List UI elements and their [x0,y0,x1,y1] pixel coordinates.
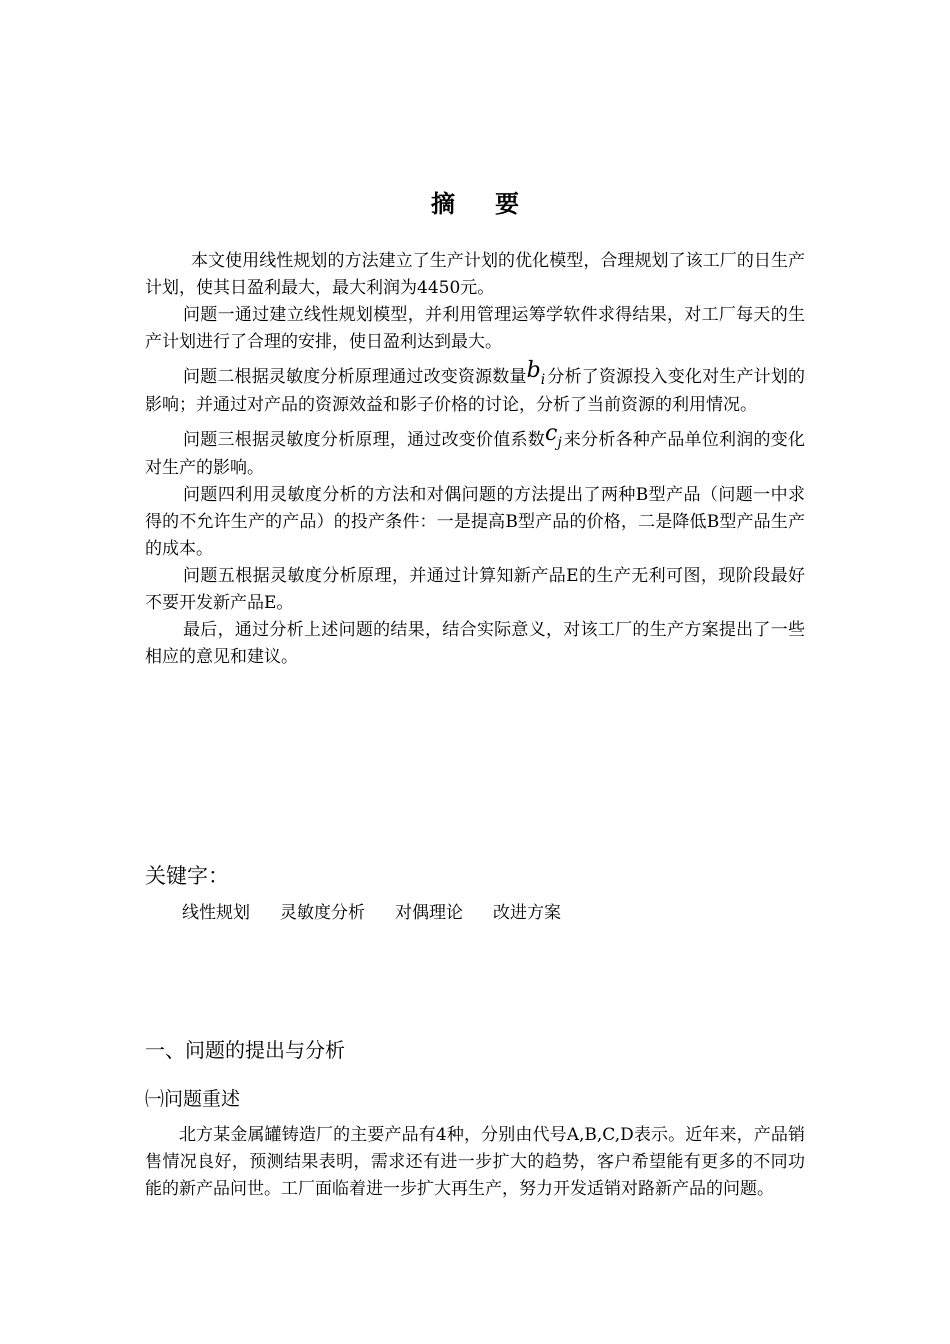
variable-c: c [545,421,558,446]
variable-b: b [526,358,541,383]
abstract-paragraph-7: 最后，通过分析上述问题的结果，结合实际意义，对该工厂的生产方案提出了一些相应的意见和建议。 [145,620,805,667]
abstract-title-char-2: 要 [495,189,519,218]
variable-b-subscript: i [540,372,546,388]
abstract-paragraph-4-text-a: 问题三根据灵敏度分析原理，通过改变价值系数 [183,430,545,450]
abstract-title-char-1: 摘 [431,189,455,218]
keyword-item: 灵敏度分析 [280,903,365,923]
section-paragraph-1: 北方某金属罐铸造厂的主要产品有4种，分别由代号A,B,C,D表示。近年来，产品销售情况良好，预测结果表明，需求还有进一步扩大的趋势，客户希望能有更多的不同功能的新产品问世。工厂面临着进一步扩大再生产，努力开发适销对路新产品的问题。 [145,1125,805,1199]
abstract-paragraph-3-text-a: 问题二根据灵敏度分析原理通过改变资源数量 [183,367,527,387]
abstract-paragraph-1: 本文使用线性规划的方法建立了生产计划的优化模型，合理规划了该工厂的日生产计划，使其日盈利最大，最大利润为4450元。 [145,251,805,298]
abstract-paragraph-6: 问题五根据灵敏度分析原理，并通过计算知新产品E的生产无利可图，现阶段最好不要开发新产品E。 [145,566,805,613]
keyword-item: 对偶理论 [395,903,463,923]
keywords-label: 关键字： [145,864,229,888]
variable-c-subscript: j [557,435,562,451]
abstract-paragraph-3-text-b: 分析了资源投入变化对生产计划的影响；并通过对产品的资源效益和影子价格的讨论，分析了当前资源的利用情况。 [145,367,806,415]
section-body [145,1122,805,1203]
abstract-body [145,248,805,671]
abstract-paragraph-4 [145,421,806,482]
abstract-paragraph-5: 问题四利用灵敏度分析的方法和对偶问题的方法提出了两种B型产品（问题一中求得的不允许生产的产品）的投产条件：一是提高B型产品的价格，二是降低B型产品生产的成本。 [145,485,805,559]
keyword-item: 改进方案 [493,903,561,923]
abstract-paragraph-4-text-b: 来分析各种产品单位利润的变化对生产的影响。 [145,430,806,478]
abstract-paragraph-2: 问题一通过建立线性规划模型，并利用管理运筹学软件求得结果，对工厂每天的生产计划进行了合理的安排，使日盈利达到最大。 [145,305,805,352]
abstract-paragraph-3 [145,358,806,419]
keywords-list [182,898,561,923]
keyword-item: 线性规划 [182,903,250,923]
abstract-title [0,184,950,219]
subsection-heading: ㈠问题重述 [145,1088,241,1110]
section-heading: 一、问题的提出与分析 [145,1038,345,1062]
